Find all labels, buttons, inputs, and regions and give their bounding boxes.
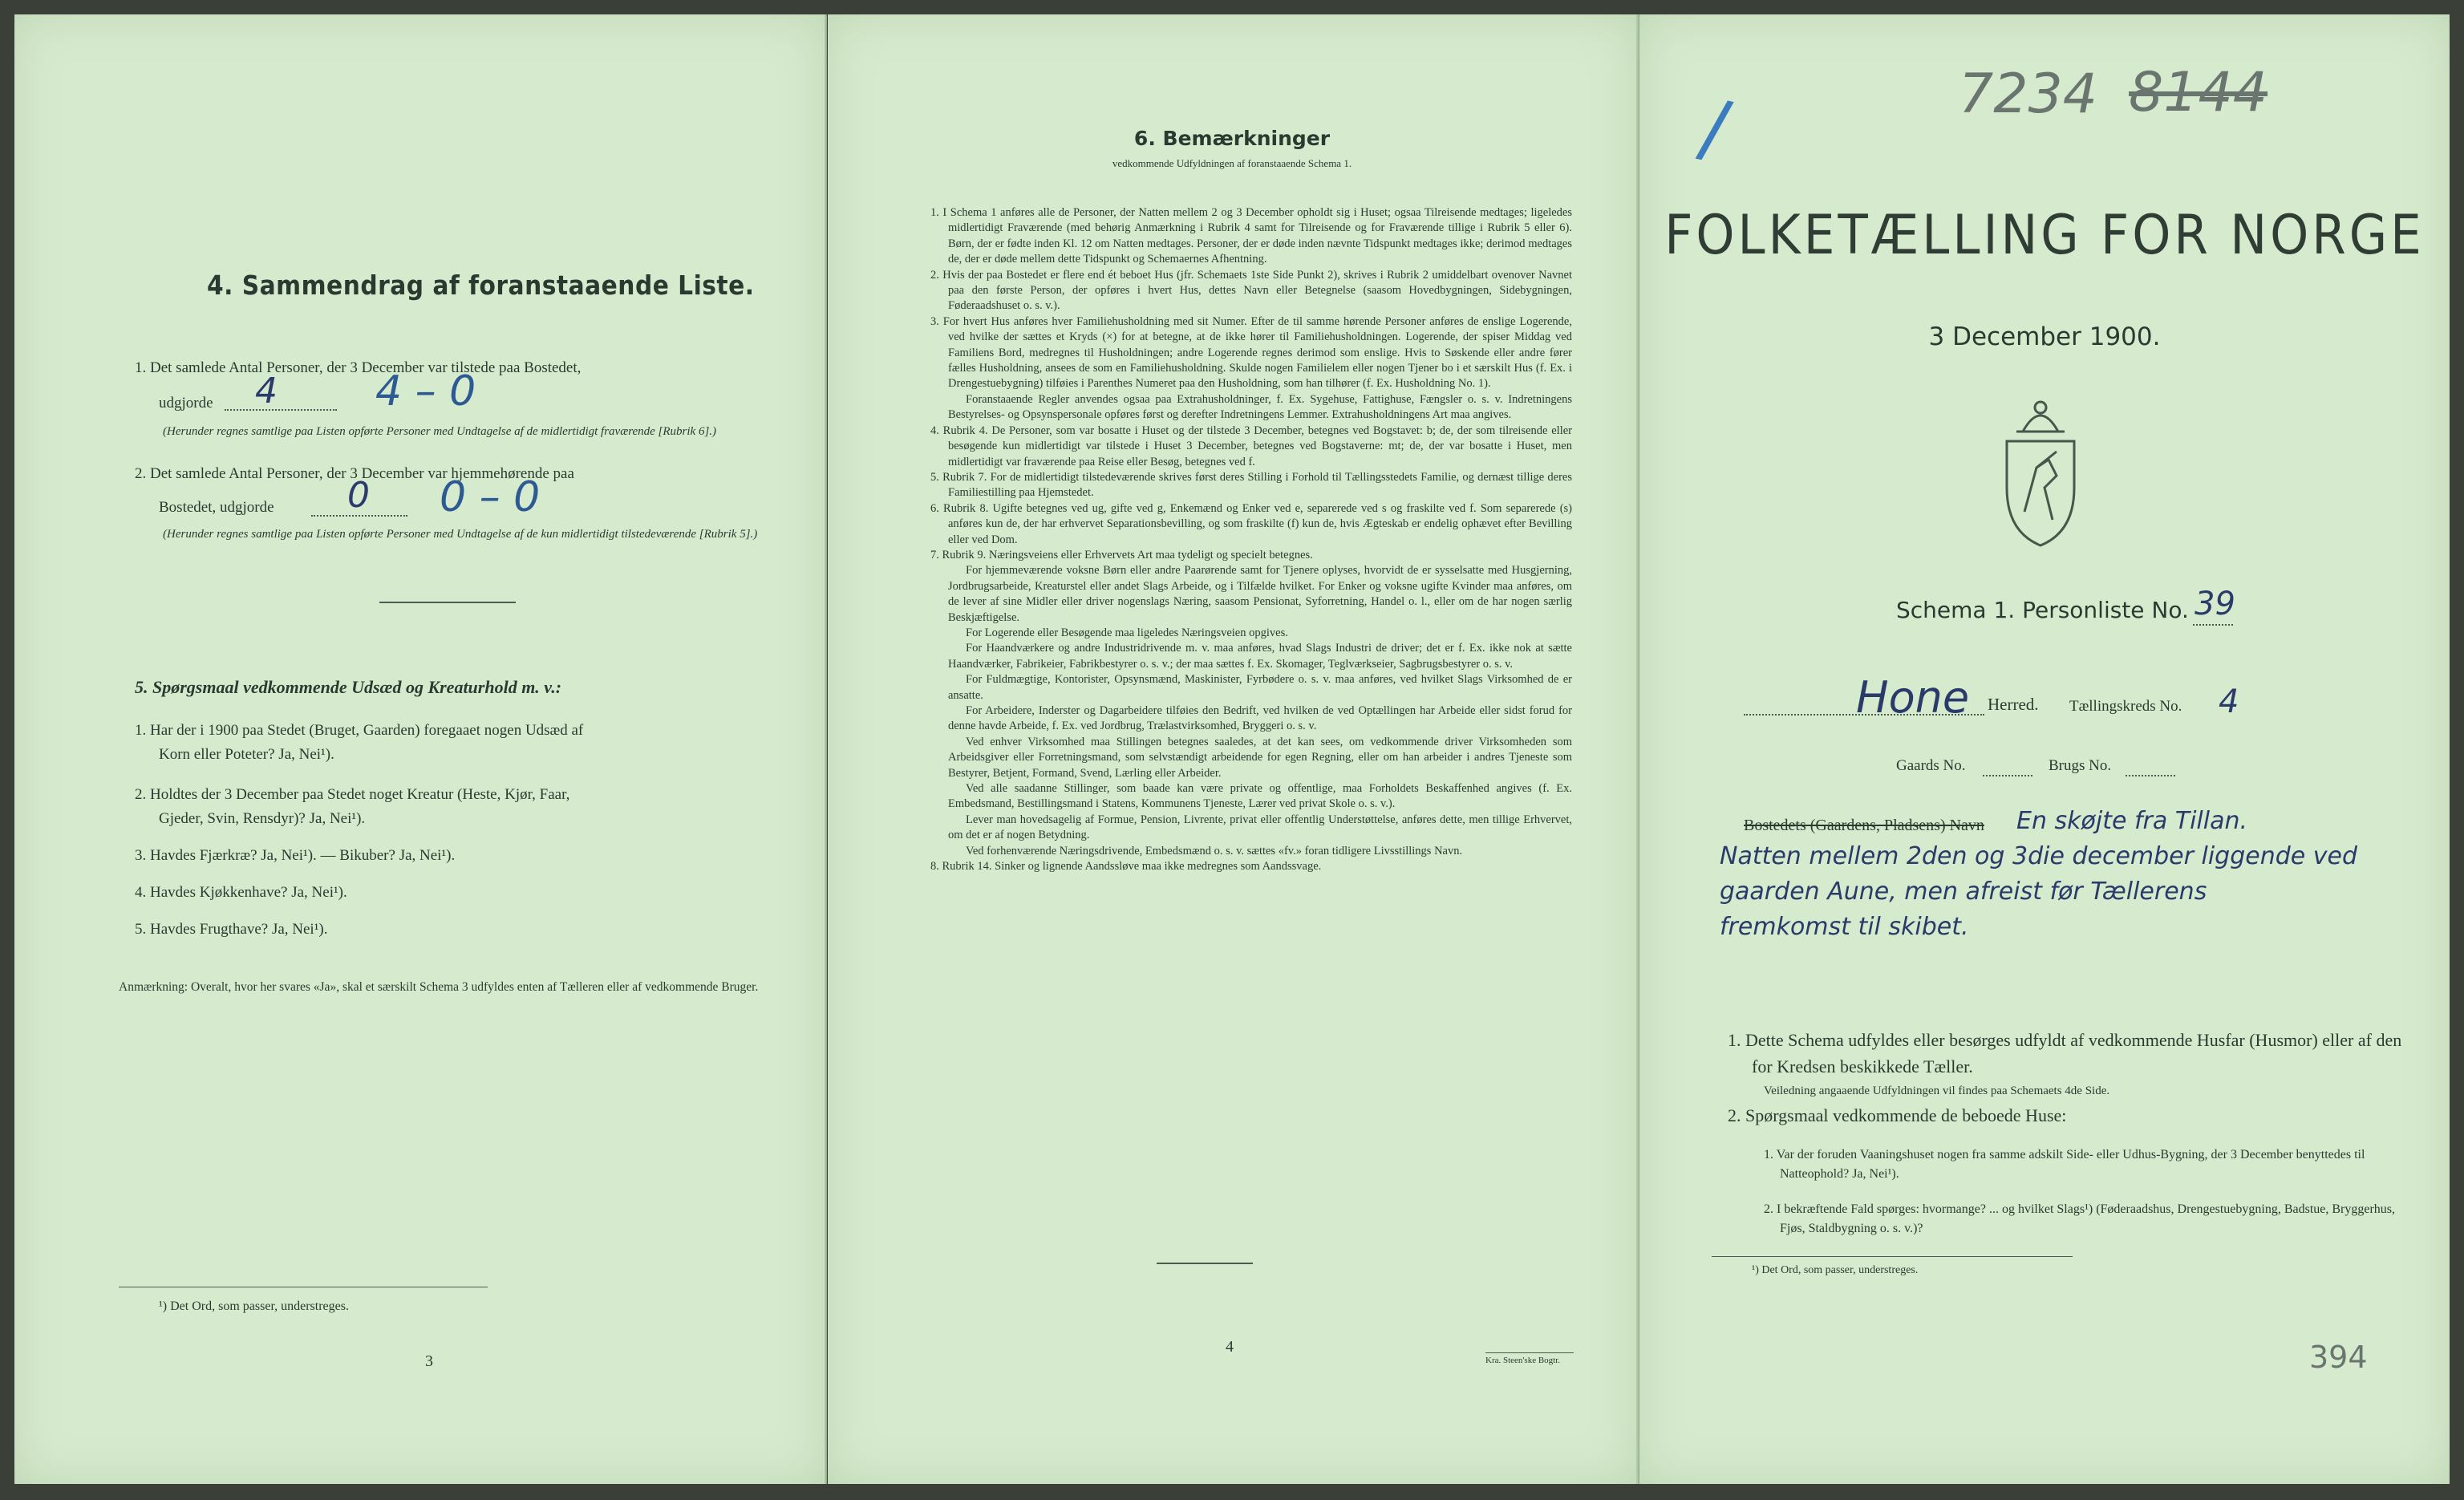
gaards-label: Gaards No.: [1896, 757, 1966, 774]
herred-handwritten: Hone: [1856, 672, 1970, 723]
remarks-subtitle: vedkommende Udfyldningen af foranstaaende Schema 1.: [1112, 157, 1352, 169]
pencil-archive-number: 7234: [1959, 63, 2098, 126]
remark-7-d: For Fuldmægtige, Kontorister, Opsynsmænd, Maskinister, Fyrbødere o. s. v. maa anføres, ved hvilket Slags Virksomhed de er ansatte.: [948, 673, 1572, 702]
remark-3-extra: Foranstaaende Regler anvendes ogsaa paa Extrahusholdninger, f. Ex. Sygehuse, Fattighuse, Fængsler o. s. v. Indretningens Bestyrelses- og Opsynspersonale opføres først og derefter Indretningens Lemmer. Extrahusholdningens Art maa angives.: [948, 392, 1572, 422]
gaards-line: [1983, 775, 2032, 776]
census-page-3: [14, 14, 825, 1484]
item2-note: (Herunder regnes samtlige paa Listen opførte Personer med Undtagelse af de kun midlertidigt tilstedeværende [Rubrik 5].): [163, 528, 758, 541]
question-2-answer: Gjeder, Svin, Rensdyr)? Ja, Nei¹).: [159, 810, 366, 827]
question-1-answer: Korn eller Poteter? Ja, Nei¹).: [159, 746, 334, 763]
remark-4: 4. Rubrik 4. De Personer, som var bosatte i Huset og der tilstede 3 December, betegnes ved Bogstavet: b; de, der som tilreisende eller besøgende kun midlertidigt var tilstede i Huset 3 December, betegnes ved Bogstaverne: mt; de, der var bosatte i Huset, men midlertidigt var fraværende paa Reise eller Besøg, betegnes ved f.: [930, 424, 1572, 468]
remark-2: 2. Hvis der paa Bostedet er flere end ét beboet Hus (jfr. Schemaets 1ste Side Punkt 2), skrives i Rubrik 2 umiddelbart ovenover Navnet paa den første Person, der opføres i hvert Hus, dettes Navn eller Betegnelse (saasom Hovedbygningen, Sidebygningen, Føderaadshuset o. s. v.).: [930, 268, 1572, 313]
remarks-list: [930, 205, 1572, 874]
house-question-2: 2. I bekræftende Fald spørges: hvormange? ... og hvilket Slags¹) (Føderaadshus, Drengestuebygning, Badstue, Bryggerhus, Fjøs, Staldbygning o. s. v.)?: [1764, 1202, 2396, 1235]
bosted-hand-line-1: En skøjte fra Tillan.: [2016, 807, 2248, 835]
footnote: ¹) Det Ord, som passer, understreges.: [159, 1299, 349, 1313]
bosted-hand-line-2: Natten mellem 2den og 3die december liggende ved: [1720, 842, 2358, 870]
annotation-note: Anmærkning: Overalt, hvor her svares «Ja», skal et særskilt Schema 3 udfyldes enten af Tælleren eller af vedkommende Bruger.: [119, 980, 759, 994]
remark-6: 6. Rubrik 8. Ugifte betegnes ved ug, gifte ved g, Enkemænd og Enker ved e, separerede ved s og fraskilte ved f. Som separerede (s) anføres kun de, der har erhvervet Separationsbevilling, og som fraskilte (f) kun de, hvis Ægteskab er endelig ophævet efter Bevilling eller ved Dom.: [930, 501, 1572, 546]
section5-title: 5. Spørgsmaal vedkommende Udsæd og Kreaturhold m. v.:: [135, 677, 562, 697]
item2-prefix: Bostedet, udgjorde: [159, 499, 274, 516]
item2-handwritten-blue: 0 – 0: [440, 473, 541, 521]
remark-8: 8. Rubrik 14. Sinker og lignende Aandssløve maa ikke medregnes som Aandssvage.: [930, 860, 1322, 874]
bosted-hand-line-4: fremkomst til skibet.: [1720, 913, 1969, 941]
instruction-1: 1. Dette Schema udfyldes eller besørges udfyldt af vedkommende Husfar (Husmor) eller af den for Kredsen beskikkede Tæller.: [1728, 1030, 2402, 1076]
blue-pencil-mark: /: [1692, 81, 1737, 176]
remark-7-f: Ved enhver Virksomhed maa Stillingen betegnes saaledes, at det kan sees, om vedkommende driver Virksomheden som Arbeidsgiver eller Forretningsmand, som selvstændigt arbeidende for egen Regning, eller om han arbeider i andres Tjeneste som Bestyrer, Betjent, Formand, Svend, Lærling eller Arbeider.: [948, 735, 1572, 780]
question-2: 2. Holdtes der 3 December paa Stedet noget Kreatur (Heste, Kjør, Faar,: [135, 786, 570, 803]
norway-coat-of-arms-icon: [1992, 391, 2089, 552]
item2-text: 2. Det samlede Antal Personer, der 3 December var hjemmehørende paa: [135, 465, 574, 482]
remarks-title: 6. Bemærkninger: [1133, 127, 1331, 150]
census-page-4: [828, 14, 1636, 1484]
bosted-label-text: Bostedets (Gaardens, Pladsens) Navn: [1744, 817, 1984, 834]
census-date: 3 December 1900.: [1928, 322, 2161, 351]
instruction-2: 2. Spørgsmaal vedkommende de beboede Huse:: [1728, 1105, 2067, 1125]
bosted-label: [1744, 817, 1984, 835]
section4-title: 4. Sammendrag af foranstaaende Liste.: [207, 270, 755, 301]
item1-text: 1. Det samlede Antal Personer, der 3 December var tilstede paa Bostedet,: [135, 359, 582, 376]
printer-rule: [1485, 1352, 1574, 1353]
item1-prefix: udgjorde: [159, 395, 213, 411]
brugs-label: Brugs No.: [2049, 757, 2112, 774]
krets-number: 4: [2219, 683, 2239, 720]
end-rule: [1157, 1263, 1253, 1264]
remark-1: 1. I Schema 1 anføres alle de Personer, der Natten mellem 2 og 3 December opholdt sig i Huset; ogsaa Tilreisende medtages; ligeledes midlertidigt Fraværende (med behørig Anmærkning i Rubrik 4 samt for Tilreisende og for Fraværende tillige i Rubrik 5 eller 6). Børn, der er fødte inden Kl. 12 om Natten medtages. Personer, der er døde inden nævnte Tidspunkt medtages ikke; derimod medtages de, der er døde mellem dette Tidspunkt og Schemaernes Afhentning.: [930, 206, 1572, 266]
remark-7-c: For Haandværkere og andre Industridrivende m. v. maa anføres, hvad Slags Industri de driver; det er f. Ex. ikke nok at sætte Haandværker, Fabrikeier, Fabrikbestyrer o. s. v.; der maa sættes f. Ex. Skomager, Teglværkseier, Sagbrugsbestyrer o. s. v.: [948, 642, 1572, 671]
question-4: 4. Havdes Kjøkkenhave? Ja, Nei¹).: [135, 884, 347, 901]
remark-7-h: Lever man hovedsagelig af Formue, Pension, Livrente, privat eller offentlig Understøttelse, anføres dette, men tillige Erhvervet, om det er af nogen Betydning.: [948, 813, 1572, 842]
item1-note: (Herunder regnes samtlige paa Listen opførte Personer med Undtagelse af de midlertidigt fraværende [Rubrik 6].): [163, 425, 717, 438]
printer-imprint: Kra. Steen'ske Bogtr.: [1485, 1356, 1561, 1365]
question-3: 3. Havdes Fjærkræ? Ja, Nei¹). — Bikuber? Ja, Nei¹).: [135, 847, 456, 864]
remark-5: 5. Rubrik 7. For de midlertidigt tilstedeværende skrives først deres Stilling i Forhold til Tællingsstedets Familie, og dernæst tillige deres Familiestilling paa Hjemstedet.: [930, 470, 1572, 500]
main-title: FOLKETÆLLING FOR NORGE: [1664, 204, 2425, 267]
remark-7-b: For Logerende eller Besøgende maa ligeledes Næringsveien opgives.: [966, 626, 1288, 639]
page-number-4: 4: [1226, 1338, 1234, 1356]
separator-rule: [379, 602, 516, 603]
page-number-3: 3: [425, 1352, 433, 1370]
item1-handwritten-blue: 4 – 0: [375, 367, 476, 416]
remark-7-g: Ved alle saadanne Stillinger, som baade kan være private og offentlige, maa Forholdets Beskaffenhed angives (f. Ex. Embedsmand, Bestillingsmand i Statens, Kommunens Tjeneste, Lærer ved privat Skole o. s. v.).: [948, 782, 1572, 811]
item1-dotted-line: [225, 409, 337, 411]
footnote-right: ¹) Det Ord, som passer, understreges.: [1752, 1264, 1919, 1276]
brugs-line: [2126, 775, 2175, 776]
bosted-hand-line-3: gaarden Aune, men afreist før Tællerens: [1720, 878, 2207, 906]
remark-7-a: For hjemmeværende voksne Børn eller andre Paarørende samt for Tjenere oplyses, hvorvidt de er sysselsatte med Husgjerning, Jordbrugsarbeide, Kreaturstel eller andet Slags Arbeide, og i Tilfælde hvilket. For Enker og voksne ugifte Kvinder maa anføres, om de lever af sine Midler eller driver nogenslags Næring, saasom Pensionat, Syforretning, Handel o. l., eller om de har nogen særlig Beskjæftigelse.: [948, 564, 1572, 624]
schema-number: 39: [2194, 586, 2235, 622]
remark-3: 3. For hvert Hus anføres hver Familiehusholdning med sit Numer. Efter de til samme hørende Personer anføres de enslige Logerende, ved hvilke der sættes et Kryds (×) for at betegne, at de ikke hører til Familiehusholdningen. Logerende, der spiser Middag ved Familiens Bord, medregnes til Husholdningen; andre Logerende regnes derimod som enslige. Hvis to Søskende eller andre fører fælles Husholdning, ansees de som en Familiehusholdning. Skulde nogen Familielem eller nogen Tjener bo i et særskilt Hus (f. Ex. i Drengestuebygning) tilføies i Parenthes Numeret paa den Husholdning, som han tilhører (f. Ex. Husholdning No. 1).: [930, 314, 1572, 391]
house-question-1: 1. Var der foruden Vaaningshuset nogen fra samme adskilt Side- eller Udhus-Bygning, der 3 December benyttedes til Natteophold? Ja, Nei¹).: [1764, 1148, 2365, 1181]
schema-no-line: [2193, 624, 2233, 626]
corner-pencil-number: 394: [2309, 1340, 2368, 1375]
krets-label: Tællingskreds No.: [2069, 698, 2182, 715]
item1-handwritten-count: 4: [255, 371, 278, 411]
herred-label: Herred.: [1988, 695, 2039, 714]
remark-7: 7. Rubrik 9. Næringsveiens eller Erhvervets Art maa tydeligt og specielt betegnes.: [930, 548, 1313, 561]
pencil-crossed-number: 8144: [2129, 61, 2268, 124]
question-1: 1. Har der i 1900 paa Stedet (Bruget, Gaarden) foregaaet nogen Udsæd af: [135, 722, 584, 739]
footnote-rule-right: [1712, 1256, 2073, 1257]
question-5: 5. Havdes Frugthave? Ja, Nei¹).: [135, 921, 328, 938]
remark-7-e: For Arbeidere, Inderster og Dagarbeidere tilføies den Bedrift, ved hvilken de ved Optællingen har Arbeide eller sidst forud for denne havde Arbeide, f. Ex. ved Jordbrug, Trælastvirksomhed, Bryggeri o. s. v.: [948, 704, 1572, 733]
census-cover-page: [1639, 14, 2450, 1484]
instruction-1-note: Veiledning angaaende Udfyldningen vil findes paa Schemaets 4de Side.: [1764, 1084, 2110, 1097]
remark-7-i: Ved forhenværende Næringsdrivende, Embedsmænd o. s. v. sættes «fv.» foran tidligere Livsstillings Navn.: [966, 844, 1463, 857]
schema-label: Schema 1. Personliste No.: [1896, 597, 2189, 623]
item2-handwritten-count: 0: [347, 475, 370, 516]
